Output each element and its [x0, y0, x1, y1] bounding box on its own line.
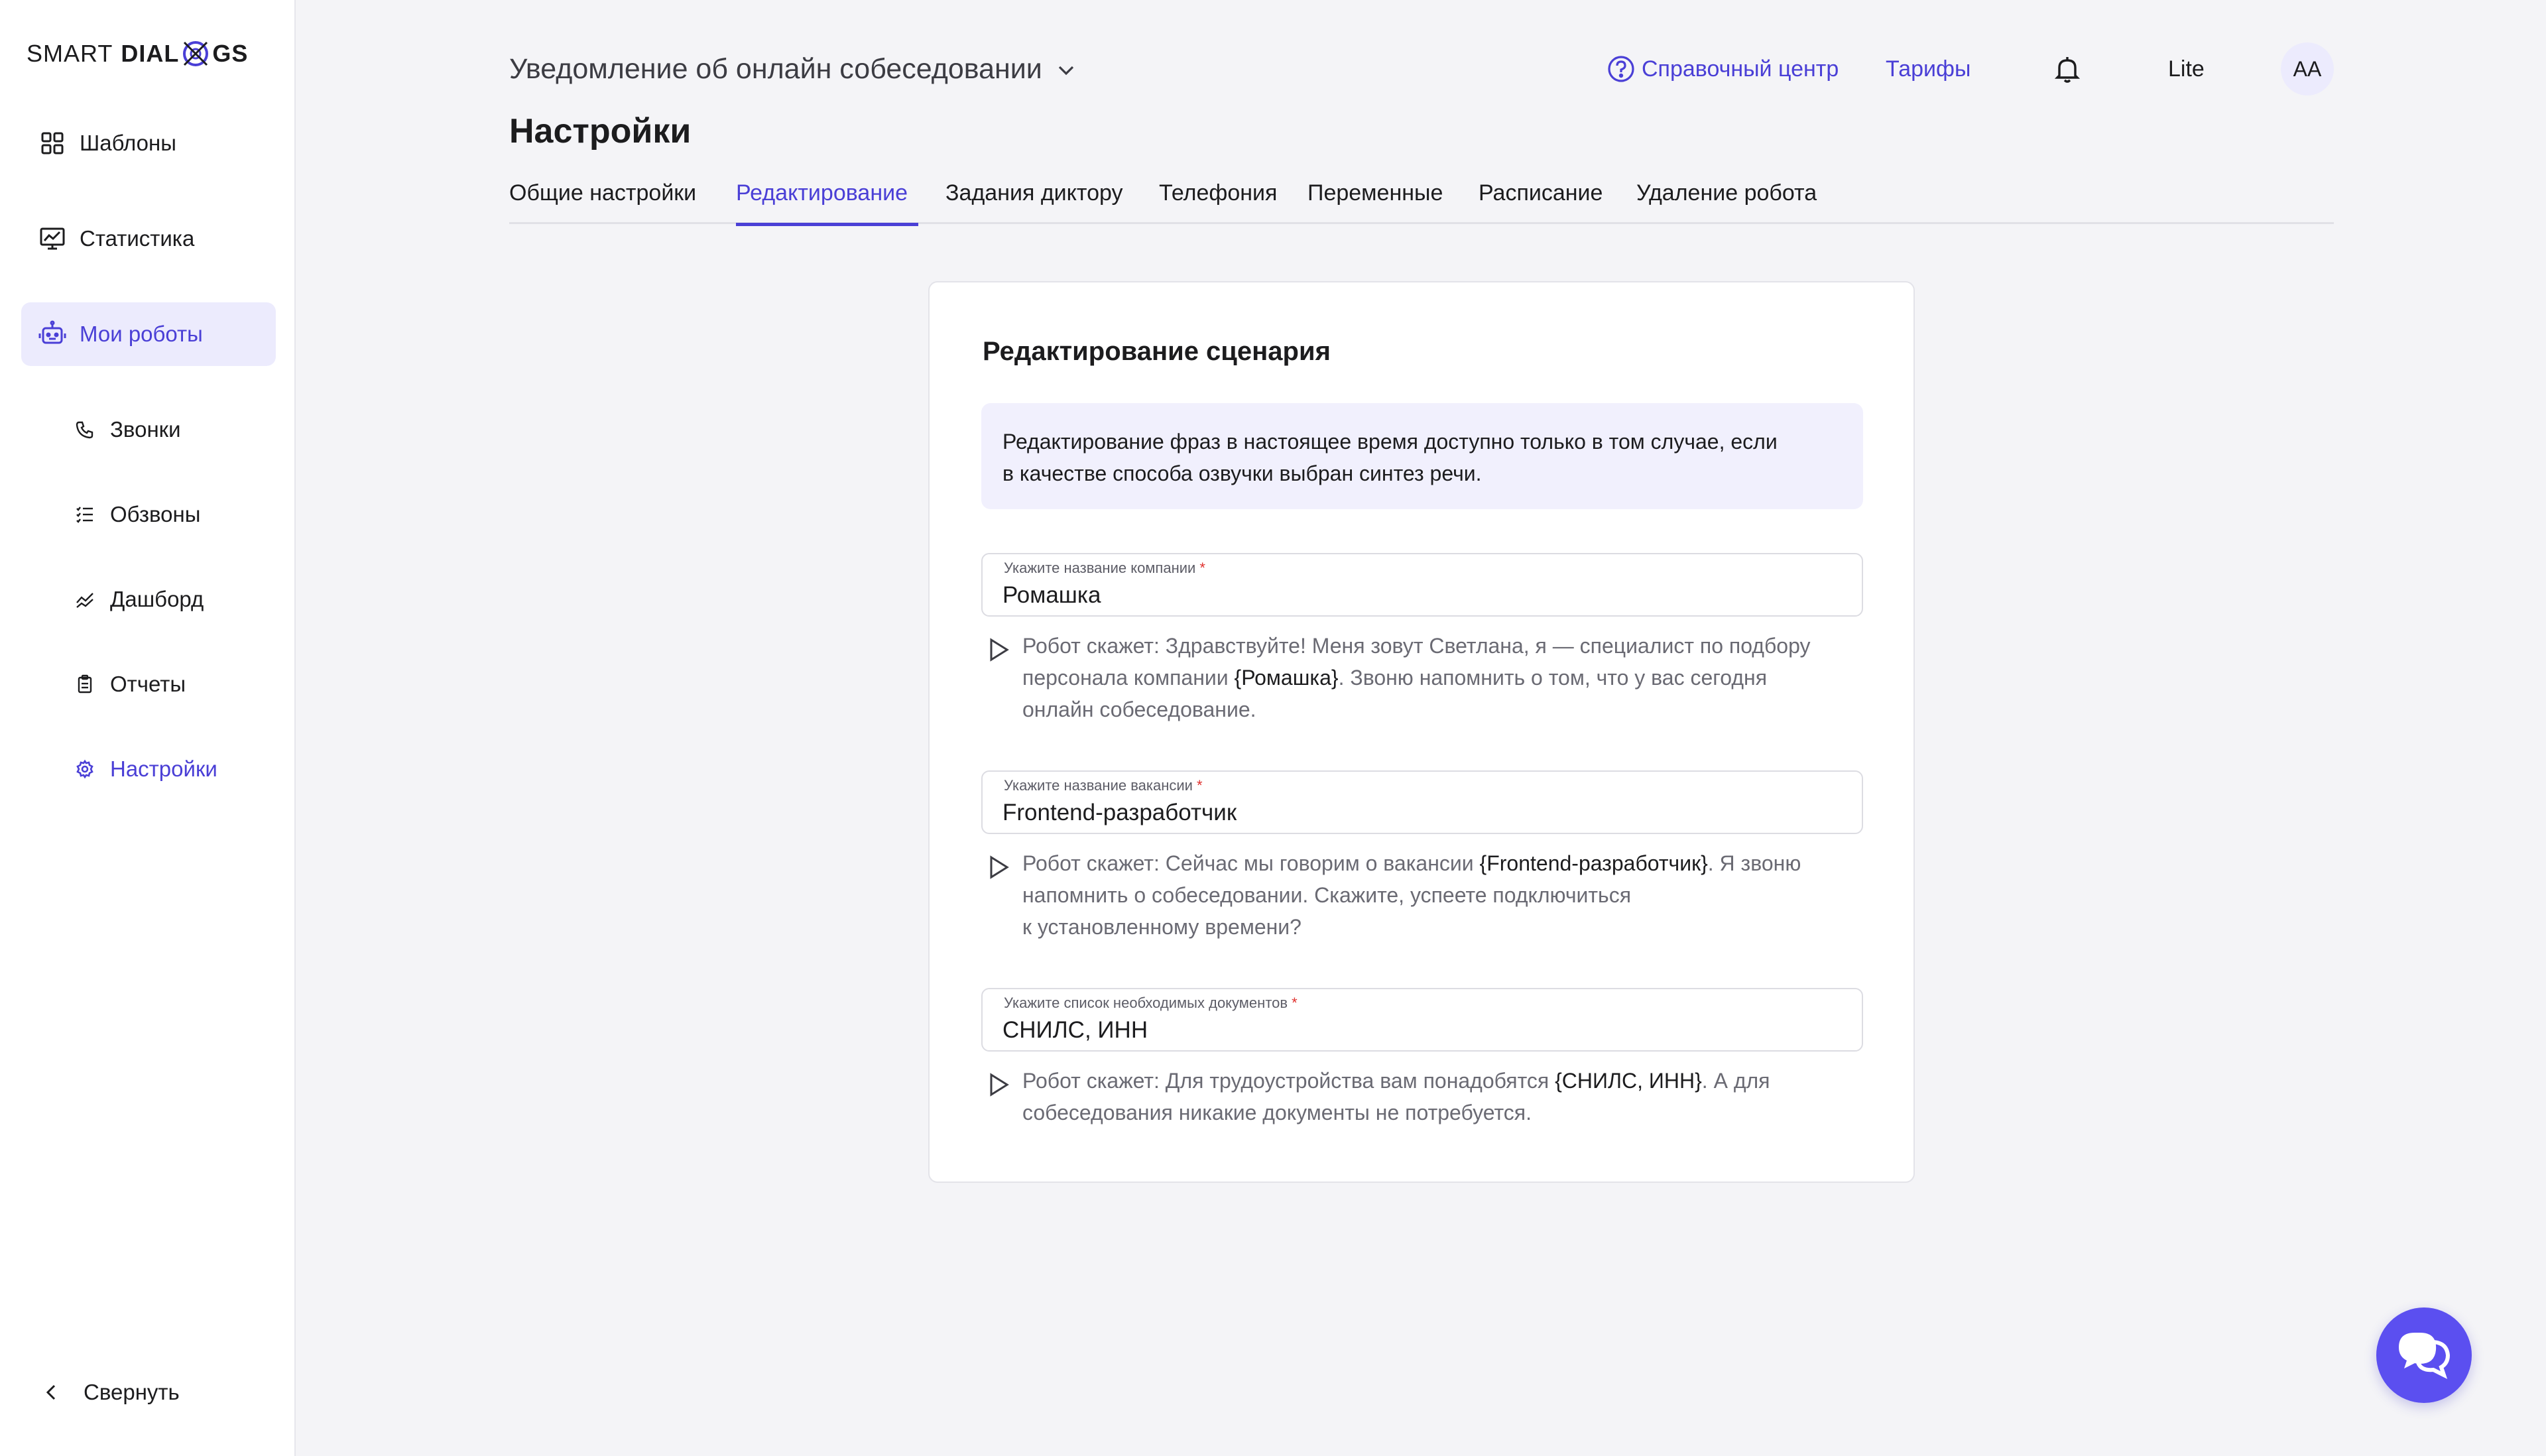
collapse-label: Свернуть	[84, 1380, 180, 1404]
field-label-text: Укажите название вакансии	[1004, 777, 1193, 794]
monitor-chart-icon	[37, 223, 68, 254]
tab-telephony[interactable]: Телефония	[1159, 180, 1278, 206]
sidebar	[0, 0, 296, 1456]
phrase-variable: {СНИЛС, ИНН}	[1555, 1069, 1702, 1093]
collapse-sidebar-button[interactable]	[40, 1371, 180, 1414]
chat-bubbles-icon	[2395, 1327, 2453, 1384]
help-center-label: Справочный центр	[1642, 56, 1839, 82]
phrase-line: к установленному времени?	[1022, 915, 1302, 939]
field-label-text: Укажите название компании	[1004, 560, 1196, 576]
robot-icon	[37, 319, 68, 349]
company-name-field	[981, 553, 1863, 617]
phrase-line: онлайн собеседование.	[1022, 698, 1256, 721]
vacancy-name-field	[981, 770, 1863, 834]
field-label	[1004, 995, 1298, 1012]
settings-tabs	[509, 175, 2334, 224]
chevron-down-icon	[1054, 57, 1078, 81]
tariffs-link[interactable]: Тарифы	[1886, 56, 1971, 82]
sidebar-item-statistics[interactable]	[21, 207, 276, 271]
sidebar-item-templates[interactable]	[21, 111, 276, 175]
robot-phrase-vacancy	[981, 847, 1870, 947]
grid-icon	[37, 128, 68, 158]
bell-icon[interactable]	[2050, 52, 2085, 86]
field-label	[1004, 560, 1205, 577]
robot-phrase-text	[1022, 1065, 1871, 1128]
robot-title: Уведомление об онлайн собеседовании	[509, 52, 1042, 85]
phrase-variable: {Ромашка}	[1234, 666, 1339, 690]
robot-selector[interactable]	[509, 49, 1078, 89]
documents-list-input[interactable]	[1002, 1016, 1838, 1045]
sidebar-item-my-robots[interactable]	[21, 302, 276, 366]
tab-editing[interactable]: Редактирование	[736, 175, 908, 224]
phrase-text: . А для	[1701, 1069, 1770, 1093]
play-icon[interactable]	[985, 1071, 1012, 1098]
phrase-line	[1022, 662, 1871, 694]
play-icon[interactable]	[985, 854, 1012, 880]
avatar[interactable]: АА	[2281, 42, 2334, 95]
phrase-text: . Я звоню	[1707, 851, 1801, 875]
phrase-text: Робот скажет: Сейчас мы говорим о вакансии	[1022, 851, 1480, 875]
tab-general-settings[interactable]: Общие настройки	[509, 180, 697, 206]
notice-line: Редактирование фраз в настоящее время доступно только в том случае, если	[1002, 430, 1778, 454]
field-label-text: Укажите список необходимых документов	[1004, 995, 1288, 1011]
documents-list-field	[981, 988, 1863, 1052]
scenario-editor-card	[928, 281, 1915, 1183]
logo-text-gs: GS	[212, 40, 249, 67]
phrase-line: Робот скажет: Здравствуйте! Меня зовут Светлана, я — специалист по подбору	[1022, 634, 1811, 658]
required-mark: *	[1196, 777, 1203, 794]
phrase-line: собеседования никакие документы не потребуется.	[1022, 1101, 1532, 1124]
info-notice	[981, 403, 1863, 509]
phrase-line	[1022, 1065, 1871, 1097]
sidebar-subitem-label: Обзвоны	[110, 502, 201, 526]
tab-variables[interactable]: Переменные	[1307, 180, 1443, 206]
required-mark: *	[1199, 560, 1205, 576]
plan-badge: Lite	[2168, 56, 2205, 82]
page-title: Настройки	[509, 112, 692, 151]
sidebar-item-label: Мои роботы	[80, 322, 203, 346]
gear-icon	[73, 757, 97, 781]
robot-phrase-text	[1022, 847, 1871, 943]
sidebar-subitem-label: Настройки	[110, 757, 217, 781]
sidebar-item-label: Статистика	[80, 226, 195, 251]
play-icon[interactable]	[985, 637, 1012, 663]
logo-text-smart: SMART	[27, 40, 113, 67]
phrase-text: Робот скажет: Для трудоустройства вам понадобятся	[1022, 1069, 1555, 1093]
vacancy-name-input[interactable]	[1002, 798, 1838, 827]
sidebar-subitem-label: Звонки	[110, 417, 181, 442]
sidebar-subitem-campaigns[interactable]	[73, 493, 200, 536]
question-circle-icon	[1606, 54, 1636, 84]
phrase-line	[1022, 847, 1871, 879]
robot-phrase-company	[981, 630, 1870, 729]
robot-phrase-documents	[981, 1065, 1870, 1131]
phrase-text: . Звоню напомнить о том, что у вас сегодня	[1338, 666, 1768, 690]
help-center-link[interactable]	[1606, 49, 1839, 89]
notice-line: в качестве способа озвучки выбран синтез речи.	[1002, 461, 1482, 485]
tab-schedule[interactable]: Расписание	[1479, 180, 1603, 206]
phrase-variable: {Frontend-разработчик}	[1479, 851, 1708, 875]
chart-icon	[73, 587, 97, 611]
sidebar-subitem-settings[interactable]	[73, 748, 217, 790]
sidebar-subitem-calls[interactable]	[73, 408, 181, 451]
phrase-line: напомнить о собеседовании. Скажите, успеете подключиться	[1022, 883, 1632, 907]
card-title: Редактирование сценария	[983, 337, 1331, 366]
required-mark: *	[1292, 995, 1298, 1011]
tab-delete-robot[interactable]: Удаление робота	[1636, 180, 1817, 206]
field-label	[1004, 777, 1203, 794]
sidebar-subitem-dashboard[interactable]	[73, 578, 204, 621]
sidebar-subitem-label: Отчеты	[110, 672, 186, 696]
logo-mark-icon	[180, 38, 211, 69]
chevron-left-icon	[40, 1380, 64, 1404]
sidebar-item-label: Шаблоны	[80, 131, 176, 155]
support-chat-button[interactable]	[2376, 1307, 2472, 1403]
phone-icon	[73, 418, 97, 442]
checklist-icon	[73, 503, 97, 526]
tab-announcer-tasks[interactable]: Задания диктору	[945, 180, 1123, 206]
company-name-input[interactable]	[1002, 581, 1838, 610]
logo-text-dial: DIAL	[121, 40, 180, 67]
logo[interactable]	[27, 36, 248, 72]
robot-phrase-text	[1022, 630, 1871, 725]
clipboard-icon	[73, 672, 97, 696]
sidebar-subitem-label: Дашборд	[110, 587, 204, 611]
phrase-text: персонала компании	[1022, 666, 1235, 690]
sidebar-subitem-reports[interactable]	[73, 663, 186, 705]
